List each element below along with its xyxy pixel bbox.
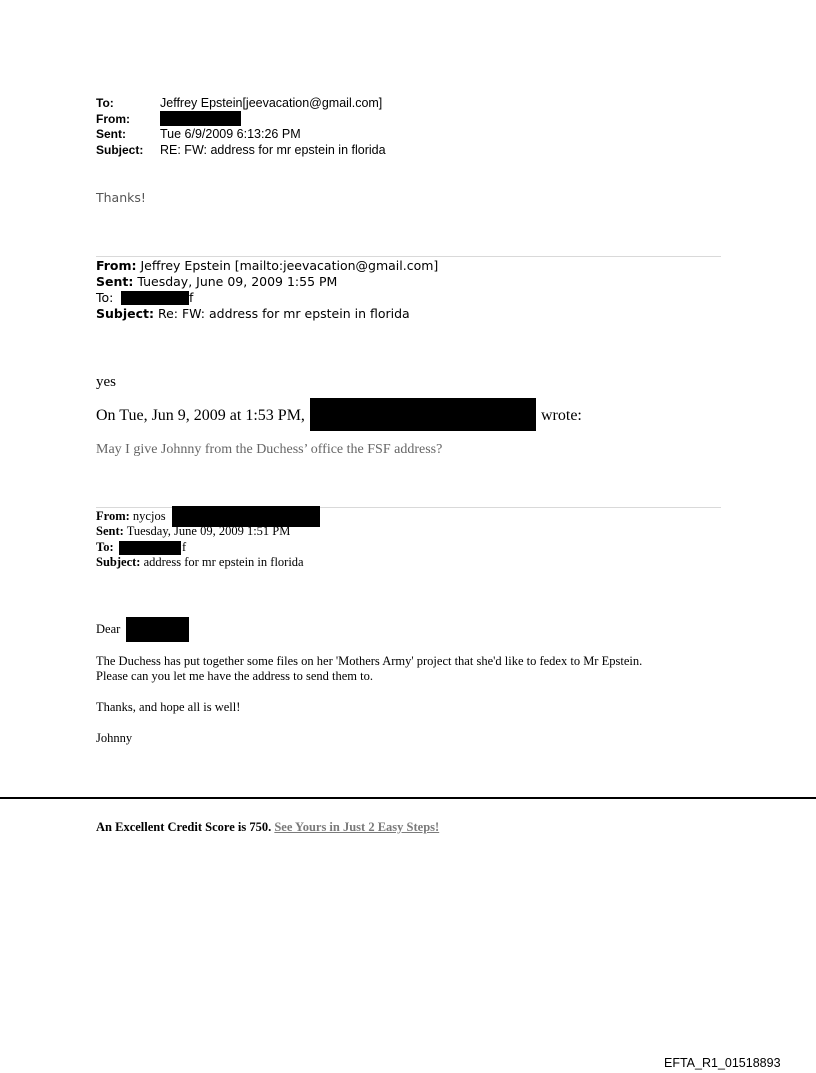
- footer-ad-text: An Excellent Credit Score is 750.: [96, 820, 272, 834]
- fwd2-to-value: f: [182, 540, 187, 554]
- document-id: EFTA_R1_01518893: [664, 1056, 781, 1070]
- footer-ad: [96, 820, 439, 835]
- letter-greeting: Dear: [96, 622, 121, 636]
- sent-value: Tue 6/9/2009 6:13:26 PM: [160, 127, 301, 141]
- fwd2-from-label: From:: [96, 509, 130, 523]
- fwd1-subject-line: [96, 306, 410, 321]
- to-value: Jeffrey Epstein[jeevacation@gmail.com]: [160, 96, 383, 110]
- redaction-fwd2-to: [119, 541, 181, 555]
- subject-value: RE: FW: address for mr epstein in florida: [160, 143, 386, 157]
- fwd1-sent-label: Sent:: [96, 274, 134, 289]
- fwd2-subject-line: [96, 555, 304, 570]
- fwd1-from-line: [96, 258, 438, 273]
- subject-label: Subject:: [96, 143, 144, 157]
- footer-ad-link[interactable]: See Yours in Just 2 Easy Steps!: [274, 820, 440, 834]
- quote-intro-prefix: On Tue, Jun 9, 2009 at 1:53 PM,: [96, 407, 305, 424]
- from-label: From:: [96, 112, 130, 126]
- fwd1-subject-label: Subject:: [96, 306, 154, 321]
- letter-signature: Johnny: [96, 731, 133, 745]
- redaction-from: [160, 111, 241, 126]
- fwd2-subject-label: Subject:: [96, 555, 141, 569]
- fwd2-sent-label: Sent:: [96, 524, 124, 538]
- fwd2-to-label: To:: [96, 540, 114, 554]
- fwd2-from-value: nycjos: [132, 509, 166, 523]
- yes-text: yes: [96, 374, 116, 390]
- fwd2-from-line: [96, 509, 166, 524]
- to-label: To:: [96, 96, 114, 110]
- fwd1-sent-value: Tuesday, June 09, 2009 1:55 PM: [137, 274, 338, 289]
- quote-intro-suffix: wrote:: [541, 407, 582, 424]
- footer-divider: [0, 797, 816, 799]
- fwd1-sent-line: [96, 274, 337, 289]
- sent-label: Sent:: [96, 127, 126, 141]
- fwd1-from-value: Jeffrey Epstein [mailto:jeevacation@gmail.com]: [140, 258, 439, 273]
- letter-para2: Thanks, and hope all is well!: [96, 700, 241, 714]
- fwd1-subject-value: Re: FW: address for mr epstein in florida: [157, 306, 410, 321]
- reply-body: Thanks!: [96, 190, 146, 205]
- letter-para1-line1: The Duchess has put together some files on her 'Mothers Army' project that she'd like to fedex to Mr Epstein.: [96, 654, 643, 668]
- fwd1-to-label: To:: [96, 290, 114, 305]
- letter-para1-line2: Please can you let me have the address to send them to.: [96, 669, 374, 683]
- quoted-line: May I give Johnny from the Duchess’ office the FSF address?: [96, 442, 443, 457]
- fwd1-to-value: f: [189, 290, 194, 305]
- fwd1-from-label: From:: [96, 258, 137, 273]
- redaction-fwd1-to: [121, 291, 189, 305]
- redaction-greeting-name: [126, 617, 189, 642]
- redaction-quote-sender: [310, 398, 536, 431]
- separator-1: [96, 256, 721, 257]
- fwd2-subject-value: address for mr epstein in florida: [143, 555, 304, 569]
- fwd2-sent-value: Tuesday, June 09, 2009 1:51 PM: [126, 524, 291, 538]
- fwd2-sent-line: [96, 524, 290, 539]
